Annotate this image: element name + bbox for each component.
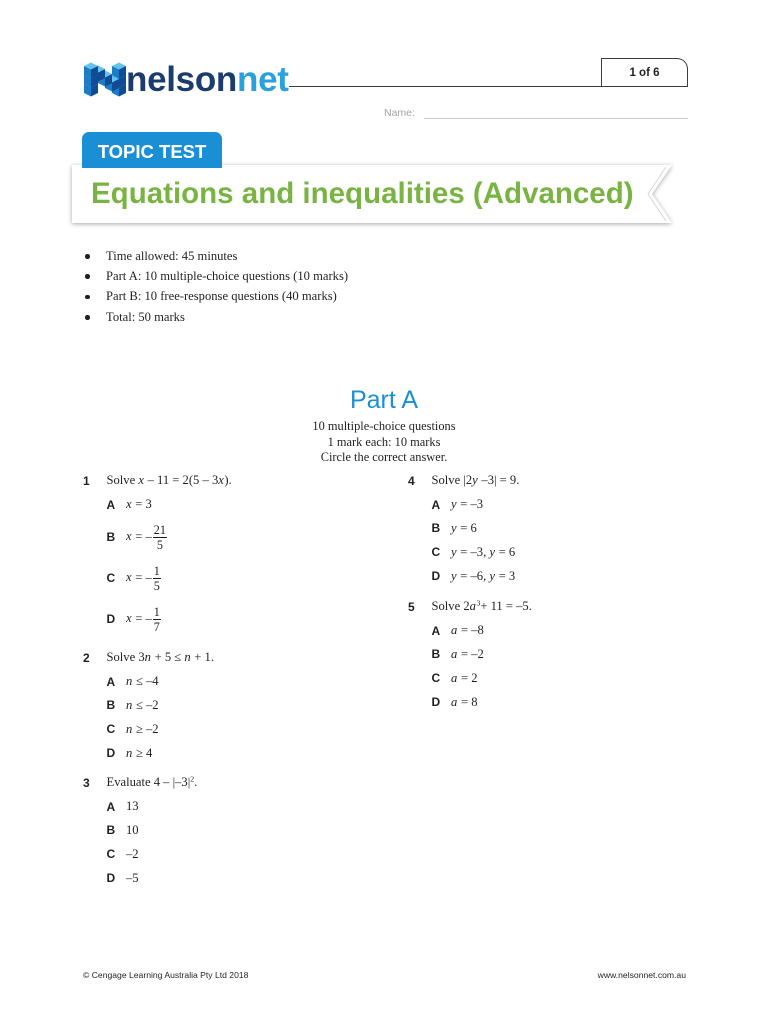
question-2 [83,646,383,765]
option-letter: B [106,530,116,545]
option-text [126,674,159,689]
math-text: + 11 = –5. [480,599,532,614]
option-d [408,690,708,714]
option-c [408,666,708,690]
option-c [83,717,383,741]
math-text: ≥ 4 [132,745,153,760]
fraction-denominator: 7 [153,619,160,634]
bullet-icon [83,312,106,322]
math-variable: n [126,697,133,712]
title-banner [72,165,672,223]
math-text: = 6 [495,544,516,559]
math-variable: a [469,599,476,614]
option-b [83,517,383,558]
option-text [451,671,478,686]
math-text: + 1. [191,650,214,665]
option-letter: B [431,521,441,536]
math-variable: x [126,497,132,512]
math-text: . [194,775,198,790]
math-text: Evaluate 4 – |–3| [106,775,191,790]
question-stem-line [83,771,383,795]
math-variable: x [126,528,132,543]
option-text [126,746,152,761]
math-variable: n [126,674,133,689]
bullet-icon [83,292,106,302]
superscript: 3 [476,599,481,609]
fraction-denominator: 5 [156,537,163,552]
math-text: = –3 [457,497,484,512]
option-letter: C [431,545,441,560]
math-text: Solve |2 [431,473,473,488]
option-letter: B [431,647,441,662]
option-a [408,493,708,517]
math-text: = 8 [457,694,478,709]
name-line [424,118,688,119]
math-text: ≤ –4 [132,674,159,689]
math-text: = –6, [457,568,490,583]
option-letter: C [106,722,116,737]
math-text: ). [224,473,232,488]
option-c [408,540,708,564]
part-a-instructions [0,419,768,466]
math-variable: y [489,568,495,583]
math-text: = –8 [457,623,484,638]
option-letter: A [106,497,116,512]
math-variable: y [451,497,457,512]
option-text [126,564,161,593]
question-5 [408,595,708,714]
fraction [153,564,161,593]
math-variable: n [184,650,191,665]
question-number: 2 [83,650,90,665]
option-text [451,521,477,536]
header-rule [289,86,688,87]
math-text: Solve 3 [106,650,145,665]
superscript: 2 [190,775,195,785]
option-letter: C [431,671,441,686]
math-text: Solve 2 [431,599,470,614]
question-stem-line [83,646,383,670]
instruction-line: 1 mark each: 10 marks [327,434,441,449]
math-text: = 6 [457,520,477,535]
math-variable: n [126,745,133,760]
bullet-icon [83,251,106,261]
math-text: = – [132,610,152,625]
question-stem [107,775,198,790]
option-d [408,564,708,588]
math-text: = –2 [457,646,484,661]
option-text [126,871,139,886]
question-stem-line [408,469,708,493]
option-letter: A [106,674,116,689]
option-b [408,517,708,541]
option-b [408,643,708,667]
math-text: 13 [126,799,139,814]
option-d [83,866,383,890]
question-3 [83,771,383,890]
option-b [83,819,383,843]
option-letter: A [431,623,441,638]
page-indicator-text: 1 of 6 [629,66,660,79]
math-text: = – [132,528,152,543]
info-text: Part A: 10 multiple-choice questions (10 marks) [106,268,349,283]
math-variable: y [472,473,478,488]
option-text [126,605,161,634]
option-a [408,619,708,643]
question-number: 1 [83,473,90,488]
option-a [83,493,383,517]
option-letter: A [431,497,441,512]
math-text: ≥ –2 [132,721,159,736]
option-text [451,695,478,710]
info-item [83,307,348,327]
math-text: + 5 ≤ [151,650,185,665]
option-text [126,823,139,838]
option-text [126,698,159,713]
math-variable: x [138,473,144,488]
option-d [83,599,383,640]
option-letter: D [106,746,116,761]
math-text: = 2 [457,670,478,685]
math-variable: a [451,694,458,709]
math-variable: y [451,544,457,559]
page-indicator-tab [601,58,688,86]
question-stem-line [408,595,708,619]
math-variable: a [451,670,458,685]
option-text [451,545,515,560]
option-letter: D [431,569,441,584]
option-letter: D [431,695,441,710]
question-number: 4 [408,473,415,488]
math-variable: y [451,520,457,535]
topic-test-label: TOPIC TEST [97,140,207,162]
math-variable: x [126,569,132,584]
info-item [83,266,348,286]
math-variable: y [489,544,495,559]
option-letter: D [106,612,116,627]
fraction-numerator: 21 [153,522,166,537]
math-variable: a [451,646,458,661]
fraction-denominator: 5 [153,578,160,593]
instruction-line: Circle the correct answer. [320,450,448,464]
option-text [451,647,484,662]
option-b [83,694,383,718]
option-letter: B [106,823,116,838]
option-letter: C [106,571,116,586]
logo-wordmark-net: net [237,60,289,99]
math-variable: x [218,473,224,488]
info-item [83,287,348,307]
option-text [126,799,139,814]
fraction-numerator: 1 [153,604,160,619]
logo-wordmark [126,56,289,102]
topic-test-tab [82,132,222,168]
fraction [153,605,161,634]
info-list [83,246,348,327]
question-stem [107,650,215,665]
option-a [83,795,383,819]
name-label: Name: [384,107,415,119]
math-text: –2 [126,846,139,861]
math-text: = 3 [132,497,152,512]
footer-copyright: © Cengage Learning Australia Pty Ltd 2018 [83,970,249,980]
math-text: = –3, [457,544,490,559]
math-variable: n [126,721,133,736]
option-letter: C [106,847,116,862]
option-text [451,497,483,512]
fraction [153,523,167,552]
info-text: Part B: 10 free-response questions (40 marks) [106,289,337,304]
option-text [126,523,167,552]
option-letter: A [106,799,116,814]
info-text: Time allowed: 45 minutes [106,248,238,263]
math-text: 10 [126,822,139,837]
math-text: – 11 = 2(5 – 3 [144,473,219,488]
option-text [451,623,484,638]
question-1 [83,469,383,640]
question-stem [107,473,232,488]
info-item [83,246,348,266]
test-title: Equations and inequalities (Advanced) [91,177,634,210]
option-text [451,569,515,584]
cube-logo-icon [84,57,126,101]
question-number: 5 [408,599,415,614]
footer-url: www.nelsonnet.com.au [597,970,686,980]
option-text [126,847,139,862]
math-text: = 3 [495,568,516,583]
math-text: –3| = 9. [478,473,520,488]
math-text: = – [132,569,152,584]
question-stem [432,599,532,614]
question-stem-line [83,469,383,493]
part-a-heading: Part A [349,386,419,414]
math-text: ≤ –2 [132,697,159,712]
option-letter: B [106,698,116,713]
math-variable: y [451,568,457,583]
question-number: 3 [83,775,90,790]
option-d [83,741,383,765]
option-c [83,842,383,866]
instruction-line: 10 multiple-choice questions [312,419,456,433]
fraction-numerator: 1 [153,563,160,578]
bullet-icon [83,271,106,281]
option-text [126,722,159,737]
info-text: Total: 50 marks [106,309,185,324]
nelsonnet-logo [84,57,289,101]
math-text: Solve [106,473,139,488]
option-letter: D [106,871,116,886]
math-text: –5 [126,870,139,885]
question-stem [432,473,520,488]
math-variable: n [144,650,151,665]
math-variable: a [451,623,458,638]
option-c [83,558,383,599]
logo-wordmark-nelson: nelson [126,60,237,99]
math-variable: x [126,610,132,625]
option-a [83,670,383,694]
question-4 [408,469,708,588]
option-text [126,497,152,512]
